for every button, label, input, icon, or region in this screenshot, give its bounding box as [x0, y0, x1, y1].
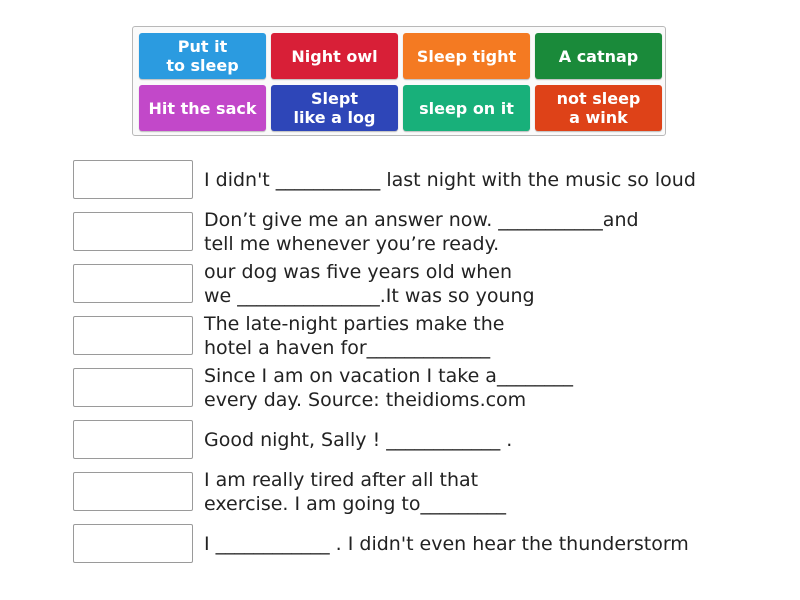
answer-tile-bank — [132, 26, 666, 136]
answer-drop-box[interactable] — [73, 420, 193, 459]
question-sentence: Good night, Sally ! ____________ . — [204, 429, 513, 451]
tile-put-it-to-sleep[interactable]: Put it to sleep — [139, 33, 266, 79]
answer-drop-box[interactable] — [73, 212, 193, 251]
question-sentence: I ____________ . I didn't even hear the thunderstorm — [204, 533, 689, 555]
tile-not-sleep-a-wink[interactable]: not sleep a wink — [535, 85, 662, 131]
answer-drop-box[interactable] — [73, 472, 193, 511]
tile-sleep-on-it[interactable]: sleep on it — [403, 85, 530, 131]
answer-drop-box[interactable] — [73, 368, 193, 407]
question-row — [73, 420, 773, 460]
answer-drop-box[interactable] — [73, 264, 193, 303]
question-sentence: our dog was five years old when we _______________.It was so young — [204, 261, 535, 307]
question-row — [73, 469, 773, 515]
tile-a-catnap[interactable]: A catnap — [535, 33, 662, 79]
answer-drop-box[interactable] — [73, 160, 193, 199]
question-row — [73, 365, 773, 411]
tile-sleep-tight[interactable]: Sleep tight — [403, 33, 530, 79]
question-row — [73, 160, 773, 200]
question-sentence: I didn't ___________ last night with the music so loud — [204, 169, 696, 191]
question-sentence: Since I am on vacation I take a________ every day. Source: theidioms.com — [204, 365, 573, 411]
tile-hit-the-sack[interactable]: Hit the sack — [139, 85, 266, 131]
tile-slept-like-a-log[interactable]: Slept like a log — [271, 85, 398, 131]
answer-drop-box[interactable] — [73, 316, 193, 355]
question-sentence: I am really tired after all that exercise. I am going to_________ — [204, 469, 507, 515]
question-row — [73, 313, 773, 359]
question-sentence: Don’t give me an answer now. ___________and tell me whenever you’re ready. — [204, 209, 639, 255]
tile-night-owl[interactable]: Night owl — [271, 33, 398, 79]
question-row — [73, 261, 773, 307]
question-sentence: The late-night parties make the hotel a haven for_____________ — [204, 313, 505, 359]
question-row — [73, 209, 773, 255]
answer-drop-box[interactable] — [73, 524, 193, 563]
question-row — [73, 524, 773, 564]
